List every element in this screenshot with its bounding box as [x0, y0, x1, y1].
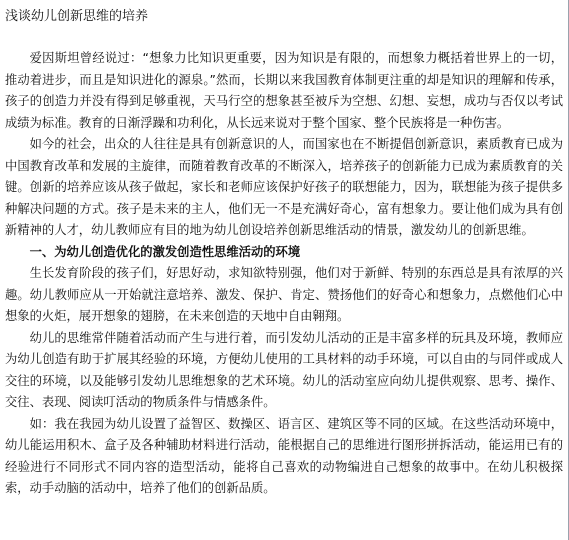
paragraph-4: 幼儿的思维常伴随着活动而产生与进行着，而引发幼儿活动的正是丰富多样的玩具及环境，教师应为幼儿创造有助于扩展其经验的环境，方便幼儿使用的工具材料的动手环境，可以自由的与同伴或成人交往的环境，以及能够引发幼儿思维想象的艺术环境。幼儿的活动室应向幼儿提供观察、思考、操作、交往、表现、阅读叮活动的物质条件与情感条件。 — [5, 330, 563, 409]
paragraph-2: 如今的社会，出众的人往往是具有创新意识的人，而国家也在不断提倡创新意识，素质教育已成为中国教育改革和发展的主旋律，而随着教育改革的不断深入，培养孩子的创新能力已成为素质教育的关键。创新的培养应该从孩子做起，家长和老师应该保护好孩子的联想能力，因为，联想能为孩子提供多种解决问题的方式。孩子是未来的主人，他们无一不是充满好奇心，富有想象力。要让他们成为具有创新精神的人才，幼儿教师应有目的地为幼儿创设培养创新思维活动的情景，激发幼儿的创新思维。 — [5, 137, 563, 237]
document-title: 浅谈幼儿创新思维的培养 — [5, 9, 149, 24]
section-heading-1: 一、为幼儿创造优化的激发创造性思维活动的环境 — [29, 244, 301, 259]
paragraph-5: 如：我在我园为幼儿设置了益智区、数操区、语言区、建筑区等不同的区域。在这些活动环境中，幼儿能运用积木、盒子及各种辅助材料进行活动，能根据自己的思维进行图形拼拆活动，能运用已有的经验进行不同形式不同内容的造型活动，能将自己喜欢的动物编进自己想象的故事中。在幼儿积极探索，动手动脑的活动中，培养了他们的创新品质。 — [5, 416, 563, 495]
document-body — [5, 48, 563, 500]
paragraph-3: 生长发育阶段的孩子们，好思好动，求知欲特别强，他们对于新鲜、特别的东西总是具有浓厚的兴趣。幼儿教师应从一开始就注意培养、激发、保护、肯定、赞扬他们的好奇心和想象力，点燃他们心中想象的火炬，展开想象的翅膀，在未来创造的天地中自由翱翔。 — [5, 266, 563, 323]
paragraph-1: 爱因斯坦曾经说过：“想象力比知识更重要，因为知识是有限的，而想象力概括着世界上的一切，推动着进步，而且是知识进化的源泉。”然而，长期以来我国教育体制更注重的却是知识的理解和传承，孩子的创造力并没有得到足够重视，天马行空的想象甚至被斥为空想、幻想、妄想，成功与否仅以考试成绩为标准。教育的日渐浮躁和功利化，从长远来说对于整个国家、整个民族将是一种伤害。 — [5, 51, 563, 130]
